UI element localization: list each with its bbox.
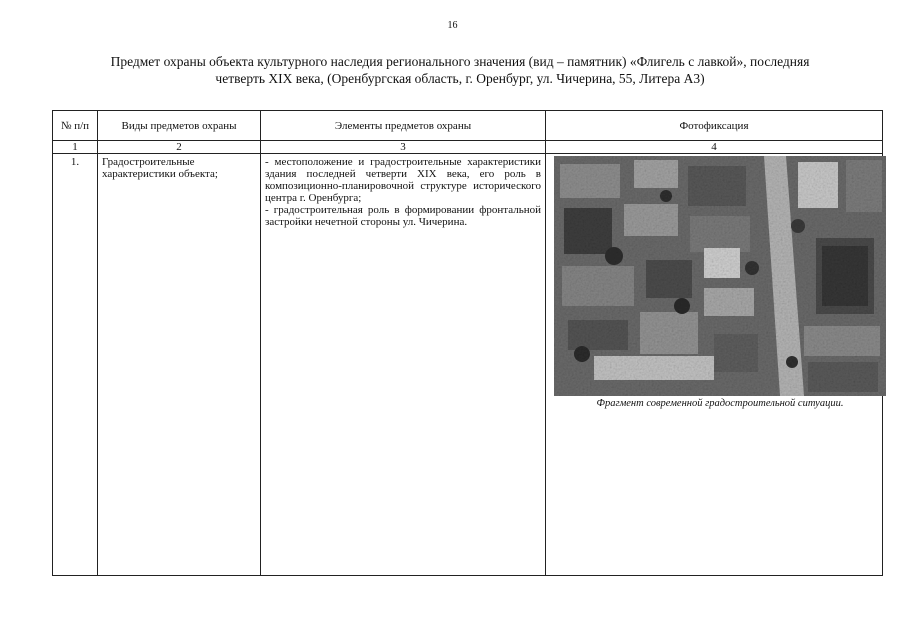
column-number: 4 bbox=[546, 141, 883, 154]
table-header-row bbox=[53, 111, 883, 141]
protection-elements bbox=[261, 154, 546, 576]
page-number: 16 bbox=[447, 20, 458, 31]
header-photo: Фотофиксация bbox=[546, 111, 883, 141]
row-number: 1. bbox=[53, 154, 98, 576]
column-number: 2 bbox=[98, 141, 261, 154]
column-number: 3 bbox=[261, 141, 546, 154]
protection-element-item: - местоположение и градостроительные характеристики здания последней четверти XIX века, его роль в композиционно-планировочной структуре исторического центра г. Оренбурга; bbox=[265, 156, 541, 204]
photo-cell bbox=[546, 154, 883, 576]
table-row bbox=[53, 154, 883, 576]
header-elements: Элементы предметов охраны bbox=[261, 111, 546, 141]
column-number-row bbox=[53, 141, 883, 154]
header-num: № п/п bbox=[53, 111, 98, 141]
photo-caption: Фрагмент современной градостроительной ситуации. bbox=[596, 398, 844, 409]
document-title-line-1: Предмет охраны объекта культурного наследия регионального значения (вид – памятник) «Флигель с лавкой», последняя bbox=[110, 54, 810, 69]
document-title bbox=[60, 53, 860, 87]
protection-element-item: - градостроительная роль в формировании фронтальной застройки нечетной стороны ул. Чичерина. bbox=[265, 204, 541, 228]
aerial-photo bbox=[554, 156, 886, 396]
protection-subject-table bbox=[52, 110, 883, 576]
protection-type: Градостроительные характеристики объекта; bbox=[98, 154, 261, 576]
document-title-line-2: четверть XIX века, (Оренбургская область, г. Оренбург, ул. Чичерина, 55, Литера А3) bbox=[215, 71, 705, 86]
column-number: 1 bbox=[53, 141, 98, 154]
header-types: Виды предметов охраны bbox=[98, 111, 261, 141]
